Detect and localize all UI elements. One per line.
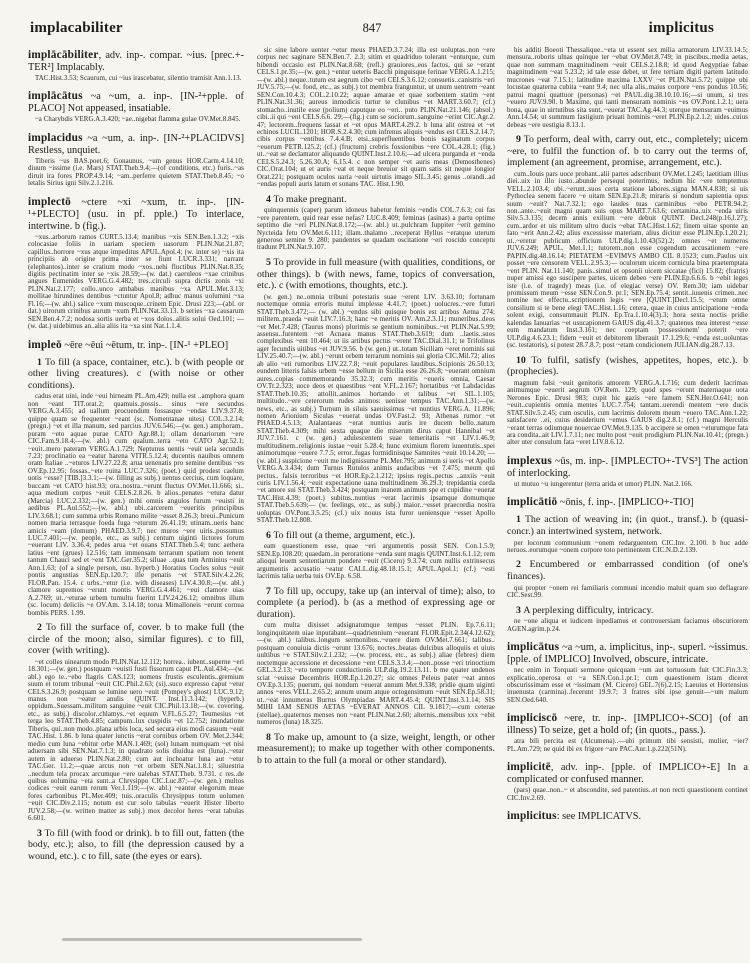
sense-definition: 10 To fulfil, satisfy (wishes, appetites, hopes, etc.). b (prophecies). bbox=[507, 354, 748, 378]
sense-number: 10 bbox=[516, 354, 532, 366]
headword: implexus bbox=[507, 454, 552, 467]
citation-paragraph: cadus erat uini, inde ~eui hirneam PL.Am.429; nulla est ..amphora quam non ~eant TIT.orat.2; quamuis..possis.. sinus ~ere secundos VERG.A.3.455; ad uallum procuendum fossasque ~endas LIV.9.37.8; quippe quam se frequenter ~eant (sc. Nomentanae uites) COL.3.2.14; (pregn.) ~et et illa manum, sed parcius JUV.6.546;—(w. gen.) amphoram.. puram ~eto aquae purae CATO Agr.88.1; ollam denariorum ~ere CIC.Fam.9.18.4;—(w. abl.) cum qualum..terra ~eto CATO Agr.52.1; ~euit..mero pateram VERG.A.1.729; Neptunus uentis ~euit uela secundis 7.23; proclinatio ea ~eatur harena VITR.5.12.4; ducentis nauibus omnem oram Italiae ..~eturos LIV.27.22.8; arua uenenatis pro semine dentibus ~es OV.Ep.12.95; fossas..~ete ruina LUC.7.326; (poet.) quid prodest caelum uotis ~esse? [TIB.]3.3.1;—(w. filling as subj.) uentus cercius, cum loquare, buccam ~et CATO hist.93; ora..nostra..~erunt fluctus OV.Met.11.666; si.. aqua medium corpus ~euit CELS.2.8.26. b alios..penates ~etura datur (Marcia) LUC.2.332;—(w. gen.) mihi omnis angulos furum ~euisti in aedibus PL.Aul.552;—(w. abl.) ubi..carcerem ~eueritis principibus LIV.3.68.1; cum summa urbis Romano milite ~esset 8.26.3; breui..Punicum nomen maria terrasque foeda fuga ~eturum 26.41.19; utinam..ueris hanc amicis ~eam (domum) PHAED.3.9.7; nec muros ~ere uiris..possumus LUC.7.401;—(w. people, etc., as subj.) centum uiginti lictores forum ~euerant LIV. 3.36.4; pedes arua ~et ouans STAT.Theb.5.4; tunc aethera latius ~ent (grues) 12.516; tam immensam terrarum spatium non tenent tantum Chauci sed et ~ent TAC.Ger.35.2; siluae ..quas tum Arminius ~euit Ann.1.63; (of a single person, usu. hyperb.) Horatius Cocles solus ~euit pontis angustias SEN.Ep.120.7; ille penatis ~et STAT.Silv.4.2.26; FLOR.Pan. 15.4. c urbs..~etur (i.e. with diseases) LIV.4.30.8;—(w. abl.) clamore supremos ~erunt montis VERG.G.4.461; ~eui clamore uias A.2.769; ut..~eturae urbem tumultu fuerint LIV.24.26.12; omnibus illum (sc. locum) deliciis ~e OV.Am. 3.14.18; torua Mimalloneis ~erunt cornua bombis PERS. 1.99. bbox=[28, 393, 244, 617]
running-head-left: implacabiliter bbox=[30, 20, 123, 36]
entry-head: implicitus: see IMPLICATVS. bbox=[507, 810, 642, 823]
sense-number: 2 bbox=[37, 621, 46, 633]
sense-definition: 9 To perform, deal with, carry out, etc., completely; uicem ~ere, to fulfil the function of. b to carry out the terms of, implement (an agreement, promise, arrangement, etc.). bbox=[507, 133, 748, 169]
sense-definition: 3 To fill (with food or drink). b to fill out, fatten (the body, etc.); also, to fill (the depression caused by a wound, etc.). c to fill, sate (the eyes or ears). bbox=[28, 827, 244, 862]
sense-definition: 8 To make up, amount to (a size, weight, length, or other measurement); to make up together with other components. b to attain to the full (a moral or other standard). bbox=[257, 731, 495, 766]
sense-definition: 3 A perplexing difficulty, intricacy. bbox=[516, 604, 654, 616]
headword: implācābiliter bbox=[28, 49, 99, 61]
sense-definition: 1 To fill (a space, container, etc.). b (with people or other living creatures). c (with noise or other conditions). bbox=[28, 356, 244, 391]
citation-paragraph: cum multa dixisset adsignatumque tempus ~esset PLIN. Ep.7.6.11; longinquitatem uiae inputabant—quadriennium ~euerant FLOR.Epit.2.34(4.12.62);—(w. abl.) talibus..longum sermonibus..~euere diem OV.Met.7.661; talibus.. postquam conuiuia dictis ~erunt 13.676; noctes..beatas dulcibus alloquiis et uiuis uultibus ~e STAT.Silv.2.1.232; —(w. process, etc., as subj.) aliae (febres) diem noctemque accessione et decessione ~ent CELS.3.3.4;—non..posse ~eri trinoctium GEL.3.2.13; ~eto tempore conductionis ULP.dig.19.2.13.11. b me quater undenos sciat ~euisse Decembris HOR.Ep.1.20.27; sic omnes Peleus pater ~eat annos OV.Ep.3.135; puerum, qui nondum ~euerat annum Met.9.338; pridie quam uiginti annos ~eres VELL.2.65.2; annum unum atque octogensimum ~euit SEN.Ep.58.31; ut..~eat innumeras Burrus Olympiadas MART.4.45.4; QUINT.Inst.3.1.14; SIS MIHI IAM SENOS AETAS ~EVERAT ANNOS CIL 9.1817;—cum ceterae (stellae)..quaternos menses non ~eant PLIN.Nat.2.60; alternis..mensibus xxx ~ebit numeros (luna) 18.325. bbox=[257, 622, 495, 727]
headword: implicitē bbox=[507, 761, 551, 774]
headword: impleō bbox=[28, 338, 62, 351]
column-right bbox=[507, 47, 748, 955]
entry-head: impleō ~ēre ~ēui ~ētum, tr. inp-. [IN-¹ +PLEO] bbox=[28, 338, 229, 351]
headword: impliciscō bbox=[507, 712, 558, 725]
sense-number: 9 bbox=[516, 133, 524, 145]
sense-number: 7 bbox=[266, 585, 274, 597]
citation-paragraph: cum..Iouis pars uoce probant..alii partes adscribunt OV.Met.1.245; laetitiam illius diei..uix in illo iusto..abunde persequi poterimus, nedum hic ~ere temptemus VELL.2.103.4; ubi..~erunt..suos certa statione labores..signa MAN.4.838; si uis Pythoclea senem facere ~e uitam SEN.Ep.21.8; miraris si nondum sapientia opus suum ~euit? Nat.7.32.1; ego laudes tuas carminibus ~ebo PETR.94.2; non..ante..~euit magni quam suis opus MART.7.63.6; certamina..uix ~enda uiris Silv.5.3.135; decem annis exilium ~ere debuit QUINT. Decl.248(p.16,l.27); cum..ardor et uis militum ultro ducis ~ebat TAC.Hist.1.62; finem uitae sponte an fato ~erit Ann.2.42; alius excessisse materiam, alius dicitur esse PLIN.Ep.1.20.21; ut..~eretur publicum officium ULP.dig.1.10.43(52).2; omnes ~et numeros JUV.6.249; APUL. Met.1.1; tutorem..non esse cogendum accusationem ~ere PAPIN.dig.48.16.14; PIETATEM ~EVIMVS AMBO CIL 8.1523; cum..Paulus uix posset ~ere censorem VELL.2.95.3;— oculorum uicem cornicula bina praetemptata ~ent PLIN. Nat.11.140; panis..simul et opsonii uicem siccatae (fici) 15.82; (fratris) nuper amissi ego suscipere partes, uicem debeo ~ere PLIN.Ep.6.6.6. b ~ebit leges iste (i.e. of tragedy) meas (i.e. of elegiac verse) OV. Rem.30; iam uidebar promissum meum ~esse SEN.Con.9. pr.1; SEN.Ep.75.4; sentit..iuuenis crimen..nec nomine nec effectu..scriptionem legis ~ere [QUINT.]Decl.15.5; ~etum omne consilium si te bene elegi TAC.Hist.1.16; cetera, quae in cuius anticipatione ~enda solent exigi, consummauit PLIN. Ep.Tra.1.10.4(3).3; hora sexta noctis pridie kalendas Ianuarias ~et usucapionem GAIUS dig.41.3.7; quatenus mea interest ~esse eum mandatum Inst.3.161; nec coeptam 'possessionem' poterit ~ere ULP.dig.4.6.23.1; fidem ~euit et debitorem liberauit 17.1.29.6; ~enda est..uoluntas (sc. testatoris), si potest 28.7.8.7; post ~etam condicionem JULIAN.dig.28.7.13. bbox=[507, 170, 748, 350]
citation-paragraph: ~xus..arborum ramos CURT.5.13.4; manibus ~xis SEN.Ben.1.3.2; ~xis colocasiae foliis in uariam speciem uasorum PLIN.Nat.21.87; capillus..horrore ~xus atque impeditus APUL.Apol.4; (w. inter se) ~xis ita principiis ab origine prima inter se fiunt LUCR.3.331; narrant (elephantos)..inter se cratium modo ~xos..uehi fluctibus PLIN.Nat.8.35; digitis pectinatim inter se ~xis 28.59;—(w. dat.) caeruleos ~xae crinibus angues Eumenides VERG.G.4.482; tres..circuli supra dictis zonis ~xi PLIN.Nat.2.177; collo..unco ambabus manibus ~xa APUL.Met.3.13; mollitae hirundines dentibus ~ctuntur Apol.8; adhuc manus uolumini ~xa Fl.16;—(w. abl.) salice ~xum muscoque..crinem Epic. Drusi 223;—(abl. or dat.) uirorum crinibus aurum ~xum PLIN.Nat.33.13. b series ~xa causarum SEN.Ben.4.7.2; nodosa sortis uerba et ~xos dolos..alitis solui Oed.101; —(w. dat.) uidebimus an..alia aliis ita ~xa sint Nat.1.1.4. bbox=[28, 233, 244, 331]
citation-paragraph: nec enim in Torquati sermone quicquam ~um aut tortuosum fuit CIC.Fin.3.3; explicatio..operosa et ~a SEN.Con.1.pr.1; cum quaestionem istam diceret obscurissimam esse et ~issimam (M. Cicero) GEL.7(6).2.15; Laeuius et Hortensius inuenusta (carmina)..fecerunt 19.9.7; 3 fratres sibi ipse genuit—~um malum SEN.Oed.640. bbox=[507, 667, 748, 704]
scan-artifact-line bbox=[62, 938, 362, 941]
citation-paragraph: ne ~one aliqua et iudicem inpediamus et controuersiam faciamus obscuriorem AGEN.agrim.p.24. bbox=[507, 618, 748, 633]
citation-paragraph: his additi Boeoti Thessalique..~eta ut essent sex milia armatorum LIV.33.14.5; mensura..roboris ulnas quinque ter ~ebat OV.Met.8.749; in piscibus..media aetas, quae non summam magnitudinem ~euit CELS.2.18.8; id quod Aegyptiae fabae magnitudinem ~eat 5.23.2; id tale esse debet, ut fere tertiam digiti partem latitudo mucrones ~eat 7.15.1; latitudine maxima LXXV ~et PLIN.Nat.5.72; quippe ubi locustae quaterna cubita ~eant 9.4; nec ulla alis..maius corpore ~ens pondus 10.56; patrui magni quattuor (personas) ~et PAUL.dig.38.10.10.16;—si unum, si tres ~euero JUV.9.90. b Maxime, qui tanti mensuram nominis ~es OV.Pont.1.2.1; uera bona, quae in uirtutibus sita sunt, ~euerat TAC.Ag.44.3; uterque mensuram ~euimus Ann.14.54; ut summum fastigium priuati hominis ~eret PLIN.Ep.2.1.2; uides..cuius debeas ~ere uestigia 8.13.1. bbox=[507, 47, 748, 129]
sense-definition: 7 To fill up, occupy, take up (an interval of time); also, to complete (a period). b (as a method of expressing age or duration). bbox=[257, 585, 495, 620]
headword: implicātiō bbox=[507, 496, 558, 509]
headword: implicātus bbox=[507, 641, 560, 654]
column-left bbox=[28, 47, 244, 955]
citation-paragraph: qui propter ~onem rei familiaris communi incendio maluit quam suo deflagrare CIC.Sest.99. bbox=[507, 584, 748, 600]
entry-head: implicātus ~a ~um, a. implicitus, inp-. superl. ~issimus. [pple. of IMPLICO] Involved, obscure, intricate. bbox=[507, 641, 748, 666]
citation-paragraph: ut mutuo ~u iungerentur (terra arida et umor) PLIN. Nat.2.166. bbox=[514, 480, 693, 488]
sense-number: 4 bbox=[266, 193, 274, 205]
entry-head: implicātiō ~ōnis, f. inp-. [IMPLICO+-TIO] bbox=[507, 496, 694, 509]
citation-paragraph: atra bili percita est (Alcumena)..—ubi primum tibi sensisti, mulier, ~ier? PL.Am.729; ne quid ibi ex frigore ~are PAC.Aur.1.p.222(51N). bbox=[507, 738, 748, 753]
sense-number: 3 bbox=[37, 827, 45, 839]
running-head-right: implicitus bbox=[648, 20, 714, 36]
citation-paragraph: sic sine labore uenter ~etur meus PHAED.3.7.24; illa est uoluptas..non ~ere corpus nec saginare SEN.Ben.7. 2.3; sitim et quadriduo tolerant ~enturque, cum bibendi occasio est PLIN.Nat.8.68; (refl.) grauiores..eos factos, qui se ~erant CELS.1.pr.35;—(w. gen.) ~entur ueteris Bacchi pinguisque ferinae VERG.A.1.215;—(w. abl.) neque..tutum est aegrum cibo ~eri CELS.3.6.12; consuetis..canistris ~eri JUV.5.75;—(w. food, etc., as subj.) tot membra franguntur, ut unum uentrem ~eant SEN.Con.10.4.3; COL.2.10.22; aquae amarae et quae sorbentem statim ~ent PLIN.Nat.31.36; aureus inmodicis turtur te clunibus ~et MART.3.60.7; (cf.) stomacho..inutile esse (polium) caputque eo ~eri.. puto PLIN.Nat.21.146; (absol.) cibi..ii qui ~ent CELS.6.6. 29;—(fig.) cum se sociorum..sanguine ~erint CIC.Agr.2. 47; lectorem..frequens lassat et ~et opus MART.4.29.2. b luna alit ostrea et ~et echinos LUCIL.1201; HOR.S.2.4.30; cum infrenus aliquis ~endus est CELS.2.14.7; cibis corpus ~entibus 7.4.4.B; etsi..superfluentibus bonis saginatum corpus ~euerum PETR.125.2; (cf.) (fructum) crebris fossionibus ~ere COL.4.28.1; (fig.) ut..~eat se declamator aliquando QUINT.Inst.2.10.6;—ad ulcera purganda et ~enda CELS.5.24.3; 5.26.30.A; 6.15.4. c non semper ~et auris meas (Demosthenes) CIC.Orat.104; ut et auris ~eat et neque breuior sit quam satis sit neque longior Orat.221; postquam oculos uaria ~euit uirtutis imago SIL.3.45; genus ..orandi..ad ~endas populi auris latum et sonans TAC. Hist.1.90. bbox=[257, 47, 495, 189]
entry-head: implectō ~ctere ~xi ~xum, tr. inp-. [IN-¹+PLECTO] (usu. in pf. pple.) To interlace, intertwine. b (fig.). bbox=[28, 195, 244, 232]
sense-number: 2 bbox=[516, 559, 530, 571]
sense-definition: 1 The action of weaving in; (in quot., transf.). b (quasi-concr.) an intertwined system, network. bbox=[507, 514, 748, 537]
running-header bbox=[0, 0, 750, 39]
sense-definition: 5 To provide in full measure (with qualities, conditions, or other things). b (with news, fame, topics of conversation, etc.). c (with emotions, thoughts, etc.). bbox=[257, 256, 495, 292]
headword: implacidus bbox=[28, 131, 83, 144]
entry-head: implexus ~ūs, m. inp-. [IMPLECTO+-TVS³] The action of interlocking. bbox=[507, 454, 748, 479]
citation-paragraph: per locorum communium ~onem redarguentem CIC.Inv. 2.100. b huc adde neruos..eorumque ~onem corpore toto pertinentem CIC.N.D.2.139. bbox=[507, 539, 748, 554]
page-number: 847 bbox=[362, 21, 382, 35]
citation-paragraph: Tiberis ~us BAS.poet.6; Gonaunus, ~um genus HOR.Carm.4.14.10; diuum ~issime (i.e. Mars) STAT.Theb.9.4;—(of conditions, etc.) furis..~as diruit ira fores PROP.4.9.14; ~am..perferre quietem STAT.Theb.8.45; ~o letalis Sirius igni Silv.2.1.216. bbox=[28, 157, 244, 188]
sense-number: 6 bbox=[266, 529, 274, 541]
text-columns bbox=[0, 39, 750, 955]
citation-paragraph: (w. gen.) ne..omnia tribuni potestatis suae ~erent LIV. 3.63.10; fortunam noctemque omnia erroris mutui implesse 4.41.7; (poet.) uolucres..~ere futuri STAT.Theb.3.472;— (w. abl.) ~endus sibi quisque bonis est artibus Aetna 274; militem..praeda ~euit LIV.7.16.3; hanc ~e meritis OV. Am.2.3.11; muneribus..deos ~et Met.7.428; (Taurus mons) plurimis se gentium nominibus..~et PLIN.Nat.5.99; assensu..furentem ~et Acnaea manus STAT.Theb.3.619; dum ..laetis..suos complexibus ~ent 10.464; ut iis artibus pectus ~erent TAC.Dial.31.1; te Trifolinus ager fecundis uitibus ~et JUV.9.56. b (w. gen.) ut..totam Siciliam ~eret nominis sui LIV.25.40.7;—(w. abl.) ~erunt orbem terrarum nominis sui gloria CIC.Mil.72; alios ab alio ~eti rumoribus LIV.22.7.8; ~euit populares laudibus..Scipionis 26.50.13; eundem litteris falsis urbem ~esse bellum in Sicilia esse 26.26.8; ~euerant omnium aures..copias commemorando 35.32.3; cum meritis ~eueris omnia, Caesar OV.Tr.2.323; uoce deos et quaestibus ~ent V.FL.2.167; hortatibus ~et Labdacidas STAT.Theb.10.35; attollit..animos hortando et talibus ~et SIL.1.105; multitudo..~ere ceterorum rudes animos: uenisse tempus TAC.Ann.1.31;—(w. news, etc., as subj.) Turnum in siluis saeuissimus ~et nuntius VERG.A. 11.896; nomen Arionium Siculas ~euerat undas OV.Fast.2. 93; Athenas rumor ~et PHAED.4.5.13; Atalantaeas ~erat nuntius auris ire ducem bello..natum STAT.Theb.4.309; mihi sexta quaque die miserum dirus caput Hannibal ~et JUV.7.161. c (w. gen.) adulescentem suae temeritatis ~et LIV.1.46.9; multitudinem..religionis iustae ~euit 5.28.4; hunc eximium florem iuuentutis..spei animorumque ~euere 7.7.5; error..fugas formidinisque Samnites ~euit 10.14.20; —(w. abl.) suspicione ~euit me indignissume PL.Mer.795; animum si ueris ~et Apollo VERG.A.3.434; dum Turnus Rutulos animis audacibus ~et 7.475; meum qui pectus.. falsis terroribus ~et HOR.Ep.2.1.212; ipsius regis..pectus ..anxiis ~euit curis LIV.1.56.4; ~euit expectatione uana multitudinem 36.29.3; trepidantia corda ~et amore sui STAT.Theb.3.424; postquam inanem animum spe et cupidine ~euerat TAC.Hist.4.39; (poet.) subitus..nuntius ~erat lacrimis ipsamque domumque STAT.Theb.5.639;— (w. feelings, etc., as subj.) maior..~esset praecordia nostra uoluptas OV.Pont.3.5.25; (cf.) uix nouus ista furor ueniensque ~esset Apollo STAT.Theb.12.808. bbox=[257, 293, 495, 525]
entry-head: impliciscō ~ere, tr. inp-. [IMPLICO+-SCO] (of an illness) To seize, get a hold of; (in quots., pass.). bbox=[507, 712, 748, 737]
citation-paragraph: magnum falsi ~euit genitoris amorem VERG.A.1.716; cum dederit lacrimas animumque ~euerit aegrum OV.Rem. 129; quod spes ~erunt maternaque uota Nerones Epic. Drusi 983; cupit hic gazis ~ere famem SEN.Her.O.641; non ~euit..cupientis omnia mentes LUC.7.754; tantam..uerendi mentem ~ere ducis STAT.Silv.5.2.45; cum osculis, cum lacrimis dolorem meum ~euero TAC.Ann.1.22; satisfacere ..ei, cuius desiderium ~emus GAIUS dig.2.8.1; (cf.) magni Herculis ~erant terras odiumque nouercae OV.Met.9.135. b accipere se omen ~eturumque fata ara condita..ait LIV.1.7.11; nec multo post ~euit prodigium PLIN.Nat.10.41; (pregn.) alter uter consulum fata ~eret LIV.8.6.12. bbox=[507, 379, 748, 447]
sense-number: 8 bbox=[266, 731, 274, 743]
sense-definition: 4 To make pregnant. bbox=[266, 193, 347, 205]
column-middle bbox=[257, 47, 495, 955]
sense-number: 3 bbox=[516, 604, 524, 616]
sense-definition: 2 Encumbered or embarrassed condition (of one's finances). bbox=[507, 559, 748, 583]
entry-head: implicitē, adv. inp-. [pple. of IMPLICO+-E] In a complicated or confused manner. bbox=[507, 761, 748, 786]
headword: implectō bbox=[28, 195, 72, 208]
headword: implicitus bbox=[507, 810, 557, 823]
citation-paragraph: (pars) quae..non..~ et abscondite, sed patentius..et non recti quaestionem continet CIC.Inv.2.69. bbox=[507, 787, 748, 802]
citation-paragraph: quinquennis (caper) parum idoneus habetur feminis ~endis COL.7.6.3; cui fas ~ere parentem, quid rear esse nefas? LUC.8.409; feminas (asinas) a partu optime septimo die ~eri PLIN.Nat.8.172;—(w. abl.) ut..pulchram Iuppiter ~erit gemino Nycteida fetu OV.Met.6.111; illam..thalamo ..receperat Hyllus ~eratque uterum generoso semine 9. 280; pandentes se quadam oscitatione ~eri roscido conceptu tradunt PLIN.Nat.9.107. bbox=[257, 207, 495, 252]
sense-number: 5 bbox=[266, 256, 274, 268]
entry-head: implacidus ~a ~um, a. inp-. [IN-²+PLACIDVS] Restless, unquiet. bbox=[28, 131, 244, 156]
citation-paragraph: ~a Charybdis VERG.A.3.420; ~ae..nigebat flamma gulae OV.Met.8.845. bbox=[35, 116, 241, 124]
sense-number: 1 bbox=[516, 514, 525, 526]
citation-paragraph: ~et colles uinearum modo PLIN.Nat.12.112; horrea.. iubent..superne ~eri 18.301;—(w. gen.) postquam ~euisti fusti fissorum caput PL.Aul.434;—(w. abl.) ego te..~ebo flagris CAS.123; uomens frustis esculentis..gremium suum et totum tribunal ~euit CIC.Phil.2.63; (si)..suco expresso caput ~etur CELS.3.26.9; postquam se lumine uero ~euit (Pompey's ghost) LUC.9.12; manus non ~eatur anulis QUINT. Inst.11.3.142; (hyperb.) oppidum..Suessam..militum sanguine ~euit CIC.Phil.13.18;—(w. covering, etc., as subj.) discolor..chlamys..~et equum V.FL.6.5.27; Teumesius ~et terga leo STAT.Theb.4.85; campum..lux cuspidis ~et 12.752; inundatione Tiberis, qui..non modo..plana urbis loca, sed secura eius modi casuum ~euit TAC.Hist. 1.86. b luna quater iunctis ~erat cornibus orbem OV. Met.2.344; medio cum luna ~ebitur orbe MAN.1.469; (sol) lunam numquam ~et nisi aduersam sibi SEN.Nat.7.1.3; in quadrato solis diuidua est (luna)..~etur autem in aduerso PLIN.Nat.2.80; cum aut inchoatur luna aut ~etur TAC.Ger. 11.2;—quae arcus non ~et orbem SEN.Nat.1.8.1; siluestria ..necdum tela procax arcumque ~ere ualebas STAT.Theb. 9.731. c res..de quibus uolumina ~eta sunt..a Chrysippo CIC.Luc.87;—(w. gen.) multos codices ~euit earum rerum Ver.1.119;—(w. abl.) ~eantur elegorum meae fores carbonibus PL.Mer.409; tuis..oraculis Chrysippus totum uolumen ~euit CIC.Div.2.115; notum est cur solo tabulas ~euerit Hister liberto JUV.2.58;—(w. written matter as subj.) mox decolor heres ~erat tabulas 6.601. bbox=[28, 658, 244, 823]
sense-definition: 2 To fill the surface of, cover. b to make full (the circle of the moon; also, similar figures). c to fill, cover (with writing). bbox=[28, 621, 244, 657]
headword: implācātus bbox=[28, 90, 83, 103]
citation-paragraph: TAC.Hist.3.53; Scaurum, cui ~ius irascebatur, silentio tramisit Ann.1.13. bbox=[35, 75, 242, 82]
citation-paragraph: eam quaestionem esse, quae ~eri argumentis possit SEN. Con.1.5.9; SEN.Ep.108.20; quaedam..in peroratione ~enda sunt magis QUINT.Inst.6.1.12; rem alioqui leuem sententiarum pondere ~euit (Cicero) 9.3.74; cum nullis extrinsecus argumentis accusatio ~eatur CALL.dig.48.18.15.1; APUL.Apol.1; (cf.) ~esti lacrimis talia uerba tuis OV.Ep. 6.58. bbox=[257, 543, 495, 581]
sense-definition: 6 To fill out (a theme, argument, etc.). bbox=[266, 529, 416, 541]
entry-head: implācābiliter, adv. inp-. compar. ~ius. [prec.+-TER²] Implacably. bbox=[28, 49, 244, 73]
entry-head: implācātus ~a ~um, a. inp-. [IN-²+pple. of PLACO] Not appeased, insatiable. bbox=[28, 90, 244, 115]
sense-number: 1 bbox=[37, 356, 45, 368]
